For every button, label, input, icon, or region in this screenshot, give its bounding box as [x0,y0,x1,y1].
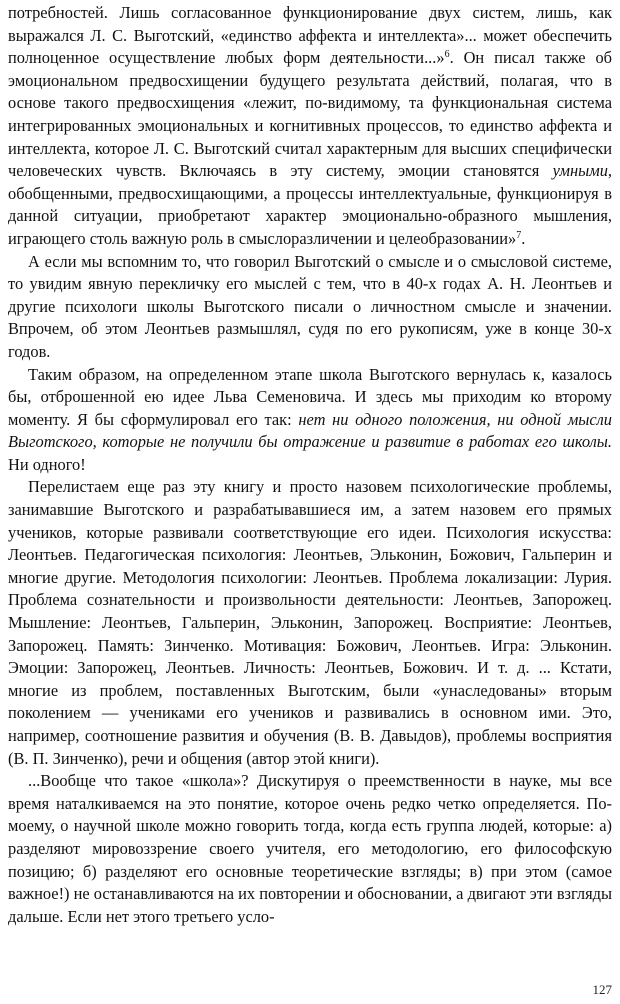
text-run: потребностей. Лишь согласованное функционирование двух систем, лишь, как выражался Л. С. Выготский, «единство аффекта и интеллекта»... может обеспечить полноценное осуществление любых форм деятельности...» [8,3,612,68]
paragraph-p2 [8,251,612,364]
text-run: , обобщенными, предвосхищающими, а процессы интеллектуальные, функционируя в данной ситуации, приобретают характер эмоционально-образного мышления, играющего столь важную роль в смыслоразличении и целеобразовании» [8,161,612,248]
text-run: ...Вообще что такое «школа»? Дискутируя о преемственности в науке, мы все время наталкиваемся на это понятие, которое очень редко четко определяется. По-моему, о научной школе можно говорить тогда, когда есть группа людей, которые: а) разделяют мировоззрение своего учителя, его методологию, его философскую позицию; б) разделяют его основные теоретические взгляды; в) при этом (самое важное!) не останавливаются на их повторении и обосновании, а двигают эти взгляды дальше. Если нет этого третьего усло- [8,771,612,926]
text-run: Перелистаем еще раз эту книгу и просто назовем психологические проблемы, занимавшие Выготского и разрабатывавшиеся им, а затем назовем его прямых учеников, которые развивали соответствующие его идеи. Психология искусства: Леонтьев. Педагогическая психология: Леонтьев, Эльконин, Божович, Гальперин и многие другие. Методология психологии: Леонтьев. Проблема локализации: Лурия. Проблема сознательности и произвольности деятельности: Леонтьев, Запорожец. Мышление: Леонтьев, Гальперин, Эльконин, Запорожец. Восприятие: Леонтьев, Запорожец. Память: Зинченко. Мотивация: Божович, Леонтьев. Игра: Эльконин. Эмоции: Запорожец, Леонтьев. Личность: Леонтьев, Божович. И т. д. ... Кстати, многие из проблем, поставленных Выготским, были «унаследованы» вторым поколением — учениками его учеников и развивались в основном ими. Это, например, соотношение развития и обучения (В. В. Давыдов), проблемы восприятия (В. П. Зинченко), речи и общения (автор этой книги). [8,477,612,768]
text-run: Таким образом, на определенном этапе школа Выготского вернулась к, казалось бы, отброшенной ею идее Льва Семеновича. И здесь мы приходим ко второму моменту. Я бы сформулировал его так: [8,364,612,429]
text-run: А если мы вспомним то, что говорил Выготский о смысле и о смысловой системе, то увидим явную перекличку его мыслей с тем, что в 40-х годах А. Н. Леонтьев и другие психологи школы Выготского писали о личностном смысле и значении. Впрочем, об этом Леонтьев размышлял, судя по его рукописям, уже в конце 30-х годов. [8,251,612,361]
emphasis-text: нет ни одного положения, ни одной мысли Выготского, которые не получили бы отражение и развитие в работах его школы. [8,409,612,452]
page-number: 127 [592,982,612,997]
emphasis-text: умными [552,161,608,181]
text-run: . [521,228,526,248]
footnote-ref: 7 [516,229,522,241]
paragraph-p4 [8,476,612,770]
paragraph-p1 [8,2,612,251]
text-run: Ни одного! [8,454,86,474]
text-run: . Он писал также об эмоциональном предвосхищении будущего результата действий, полагая, что в основе такого предвосхищения «лежит, по-видимому, та функциональная система интегрированных эмоциональных и когнитивных процессов, то единство аффекта и интеллекта, которое Л. С. Выготский считал характерным для высших специфически человеческих чувств. Включаясь в эту систему, эмоции становятся [8,48,613,181]
paragraph-p3 [8,364,612,477]
body-text [8,2,612,928]
footnote-ref: 6 [444,49,450,61]
paragraph-p5 [8,770,612,928]
